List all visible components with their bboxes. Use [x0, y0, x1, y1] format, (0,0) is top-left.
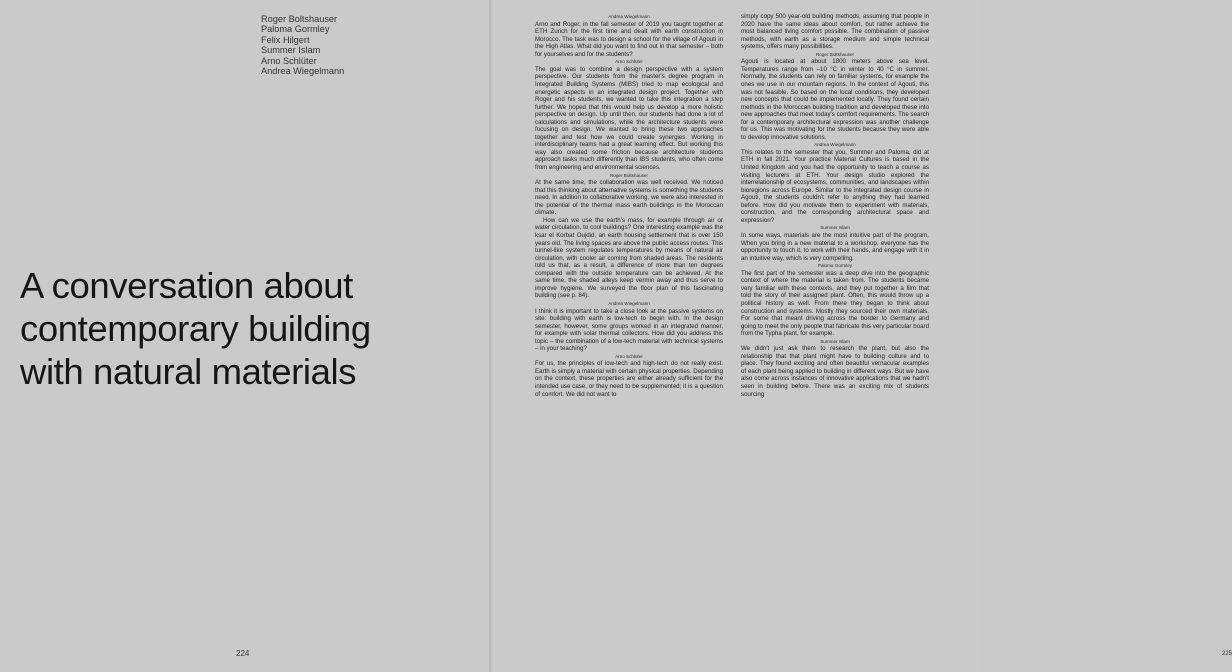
article-title — [20, 264, 480, 393]
speaker-name: Arno Schlüter — [615, 59, 643, 65]
speaker-name: Summer Islam — [820, 225, 850, 231]
paragraph: simply copy 500 year-old building methods, assuming that people in 2020 have the same ideas about comfort, but rather achieve the most balanced living comfort possible. The combination of passive methods, with earth as a storage medium and simple technical systems, offers many possibilities. — [741, 13, 929, 51]
author-name: Paloma Gormley — [261, 24, 330, 35]
interview-block — [741, 262, 929, 338]
paragraph: The goal was to combine a design perspective with a system perspective. Our students from the master's degree program in Integrated Building Systems (MIBS) tried to map ecological and energetic aspects in an integrated design project. Together with Roger and his students, we wanted to take this integration a step further. We hoped that this would help us develop a more holistic perspective on design. Up until then, our students had done a lot of calculations and simulations, while the architecture students were focusing on design. We wanted to bring these two approaches together and test how we could create synergies. Working in interdisciplinary teams had a great learning effect. But working this way also created some friction because architecture students approach tasks much differently than IBS students, who often come from engineering and environmental sciences. — [535, 65, 723, 172]
paragraph: This relates to the semester that you, Summer and Paloma, did at ETH in fall 2021. Your practice Material Cultures is based in the United Kingdom and you had the opportunity to teach a course as visiting lecturers at ETH. Your design studio explored the interrelationship of ecosystems, communities, and landscapes within bioregions across Europe. Similar to the integrated design course in Agouti, the students couldn't refer to anything they had learned before. How did you motivate them to experiment with materials, construction, and the corresponding architectural space and expression? — [741, 148, 929, 224]
left-page — [0, 0, 490, 672]
speaker-name: Andrea Wiegelmann — [608, 300, 650, 306]
interview-block — [535, 353, 723, 398]
speaker-name: Roger Boltshauser — [815, 51, 855, 57]
interview-block — [535, 13, 723, 58]
interview-block — [741, 224, 929, 262]
paragraph: How can we use the earth's mass, for example through air or water circulation, to cool buildings? One interesting example was the ksar el Korbat Oujdid, an earth housing settlement that is over 150 years old. The living spaces are above the public access routes. This tunnel-like system regulates temperatures by means of natural air circulation, with cooler air coming from shaded areas. The residents told us that, as a result, a difference of more than ten degrees compared with the outside temperature can be achieved. At the same time, the shaded alleys keep vermin away and thus serve to improve hygiene. We surveyed the floor plan of this fascinating building (see p. 84). — [535, 216, 723, 300]
paragraph: We didn't just ask them to research the plant, but also the relationship that that plant might have to building culture and to place. They found exciting and often beautiful vernacular examples of each plant being applied to building in different ways. But we have also come across instances of innovative applications that we hadn't seen in building before. There was an exciting mix of students sourcing — [741, 345, 929, 398]
speaker-name: Roger Boltshauser — [609, 172, 649, 178]
paragraph: Arno and Roger, in the fall semester of 2019 you taught together at ETH Zurich for the first time and dealt with earth construction in Morocco. The task was to design a school for the village of Agouti in the High Atlas. What did you want to find out in that semester – both for yourselves and for the students? — [535, 20, 723, 58]
interview-block — [741, 338, 929, 398]
author-name: Felix Hilgert — [261, 34, 310, 45]
paragraph: In some ways, materials are the most intuitive part of the program. When you bring in a new material to a workshop, everyone has the opportunity to touch it, to work with their hands, and engage with it in an intuitive way, which is very compelling. — [741, 232, 929, 262]
interview-block — [535, 217, 723, 300]
paragraph: Agouti is located at about 1800 meters above sea level. Temperatures range from –10 °C in winter to 40 °C in summer. Normally, the students can rely on familiar systems, for example the ones we use in our mountain regions. In the context of Agouti, this was not feasible. So based on the local conditions, they developed new concepts that could be implemented locally. They found certain methods in the Moroccan building tradition and developed these into new approaches that meet today's comfort requirements. The search for a contemporary architectural expression was another challenge for us. This was motivating for the students because they were able to develop innovative solutions. — [741, 58, 929, 141]
author-name: Summer Islam — [261, 45, 321, 56]
speaker-name: Andrea Wiegelmann — [814, 142, 856, 148]
paragraph: I think it is important to take a close look at the passive systems on site: building with earth is low-tech to begin with. In the design semester, however, some groups worked in an integrated manner, for example with solar thermal collectors. How did you address this topic – the combination of a low-tech material with technical systems – in your teaching? — [535, 307, 723, 353]
interview-block — [741, 13, 929, 51]
speaker-name: Arno Schlüter — [615, 353, 643, 359]
paragraph: The first part of the semester was a deep dive into the geographic context of where the material is taken from. The students became very familiar with these contexts, and they put together a film that told the story of their assigned plant. Often, this would throw up a political history as well. From there they began to think about construction and systems. Mostly they sourced their own materials. For some that meant driving across the border to Germany and going to meet the only people that fabricate this very particular board from the Typha plant, for example. — [741, 269, 929, 338]
paragraph: For us, the principles of low-tech and high-tech do not really exist. Earth is simply a material with certain physical properties. Depending on the context, these properties are either already sufficient for the intended use case, or they need to be supplemented; it is a question of comfort. We did not want to — [535, 360, 723, 398]
author-list — [261, 14, 344, 76]
right-page — [491, 0, 1232, 672]
page-number-left: 224 — [236, 649, 250, 658]
interview-block — [741, 51, 929, 142]
author-name: Arno Schlüter — [261, 55, 317, 66]
author-name: Andrea Wiegelmann — [261, 66, 345, 77]
page-number-right: 225 — [1222, 651, 1232, 657]
title-line: contemporary building — [20, 308, 371, 349]
text-column-1 — [535, 13, 723, 643]
text-column-2 — [741, 13, 929, 643]
interview-block — [535, 58, 723, 171]
interview-block — [535, 300, 723, 353]
title-line: A conversation about — [20, 265, 353, 306]
interview-block — [741, 141, 929, 224]
speaker-name: Andrea Wiegelmann — [608, 14, 650, 19]
paragraph: At the same time, the collaboration was well received. We noticed that this thinking about alternative systems is something the students need. In addition to collaborative working, we were also interested in the potential of the thermal mass earth buildings in the Moroccan climate. — [535, 179, 723, 217]
interview-block — [535, 172, 723, 217]
speaker-name: Summer Islam — [820, 338, 850, 344]
author-name: Roger Boltshauser — [261, 14, 338, 24]
title-line: with natural materials — [20, 351, 357, 392]
speaker-name: Paloma Gormley — [817, 263, 853, 269]
